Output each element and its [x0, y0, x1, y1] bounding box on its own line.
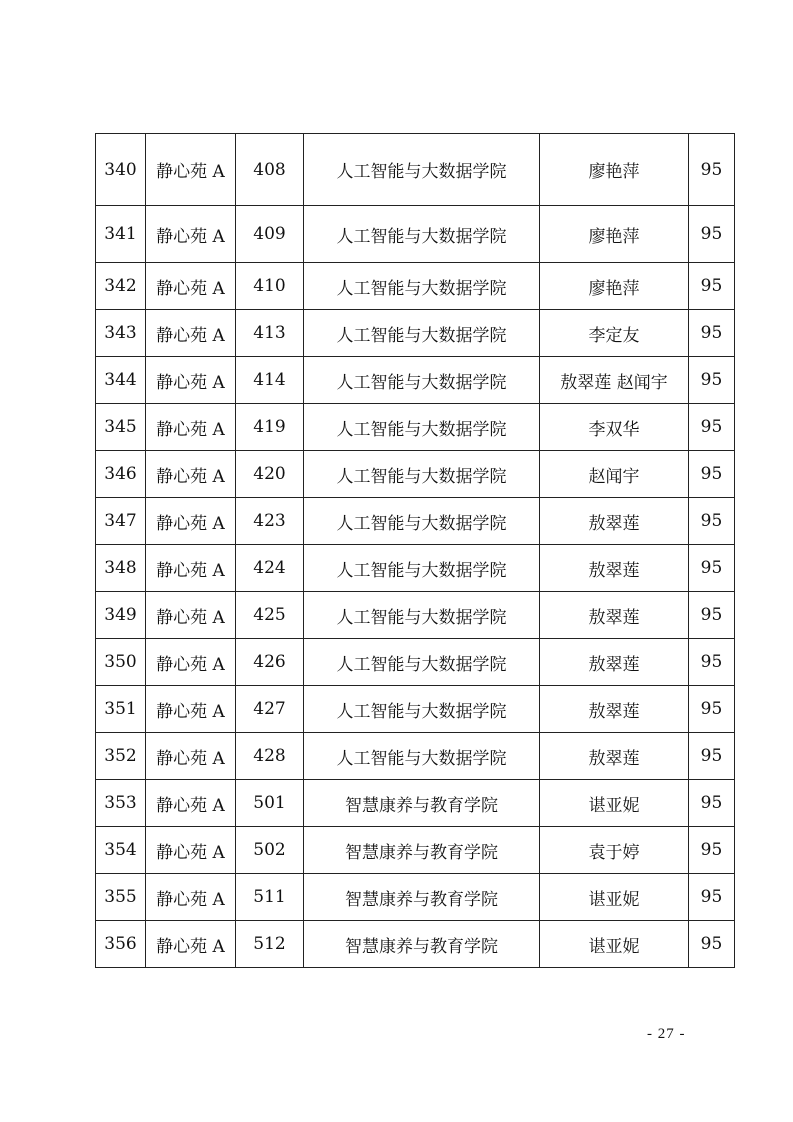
score-cell: 95	[689, 686, 735, 733]
building-cell: 静心苑 A	[146, 874, 236, 921]
building-cell: 静心苑 A	[146, 639, 236, 686]
table-row	[96, 686, 735, 733]
score-cell: 95	[689, 639, 735, 686]
counselor-cell: 廖艳萍	[540, 134, 689, 206]
counselor-cell: 敖翠莲	[540, 733, 689, 780]
row-index-cell: 354	[96, 827, 146, 874]
building-cell: 静心苑 A	[146, 310, 236, 357]
college-cell: 人工智能与大数据学院	[304, 451, 540, 498]
counselor-cell: 敖翠莲	[540, 592, 689, 639]
counselor-cell: 廖艳萍	[540, 263, 689, 310]
building-cell: 静心苑 A	[146, 451, 236, 498]
college-cell: 人工智能与大数据学院	[304, 545, 540, 592]
college-cell: 人工智能与大数据学院	[304, 206, 540, 263]
row-index-cell: 356	[96, 921, 146, 968]
room-number-cell: 512	[236, 921, 304, 968]
table-row	[96, 404, 735, 451]
room-number-cell: 424	[236, 545, 304, 592]
college-cell: 智慧康养与教育学院	[304, 827, 540, 874]
building-cell: 静心苑 A	[146, 404, 236, 451]
college-cell: 人工智能与大数据学院	[304, 733, 540, 780]
table-row	[96, 451, 735, 498]
table-row	[96, 134, 735, 206]
college-cell: 智慧康养与教育学院	[304, 874, 540, 921]
table-row	[96, 206, 735, 263]
room-number-cell: 502	[236, 827, 304, 874]
table-row	[96, 498, 735, 545]
room-number-cell: 414	[236, 357, 304, 404]
score-cell: 95	[689, 592, 735, 639]
counselor-cell: 廖艳萍	[540, 206, 689, 263]
counselor-cell: 敖翠莲	[540, 639, 689, 686]
building-cell: 静心苑 A	[146, 134, 236, 206]
building-cell: 静心苑 A	[146, 206, 236, 263]
college-cell: 人工智能与大数据学院	[304, 686, 540, 733]
building-cell: 静心苑 A	[146, 733, 236, 780]
table-row	[96, 733, 735, 780]
row-index-cell: 348	[96, 545, 146, 592]
table-body	[96, 134, 735, 968]
building-cell: 静心苑 A	[146, 921, 236, 968]
college-cell: 人工智能与大数据学院	[304, 310, 540, 357]
score-cell: 95	[689, 206, 735, 263]
table-row	[96, 780, 735, 827]
room-number-cell: 419	[236, 404, 304, 451]
table-row	[96, 827, 735, 874]
counselor-cell: 敖翠莲 赵闻宇	[540, 357, 689, 404]
building-cell: 静心苑 A	[146, 263, 236, 310]
row-index-cell: 345	[96, 404, 146, 451]
row-index-cell: 350	[96, 639, 146, 686]
dormitory-score-table	[95, 133, 735, 968]
score-cell: 95	[689, 921, 735, 968]
row-index-cell: 342	[96, 263, 146, 310]
room-number-cell: 426	[236, 639, 304, 686]
table-row	[96, 357, 735, 404]
row-index-cell: 355	[96, 874, 146, 921]
room-number-cell: 511	[236, 874, 304, 921]
room-number-cell: 408	[236, 134, 304, 206]
score-cell: 95	[689, 310, 735, 357]
score-cell: 95	[689, 498, 735, 545]
room-number-cell: 501	[236, 780, 304, 827]
page-number: - 27 -	[647, 1026, 686, 1042]
counselor-cell: 谌亚妮	[540, 874, 689, 921]
score-cell: 95	[689, 451, 735, 498]
college-cell: 人工智能与大数据学院	[304, 357, 540, 404]
row-index-cell: 353	[96, 780, 146, 827]
building-cell: 静心苑 A	[146, 498, 236, 545]
room-number-cell: 413	[236, 310, 304, 357]
college-cell: 人工智能与大数据学院	[304, 592, 540, 639]
building-cell: 静心苑 A	[146, 357, 236, 404]
counselor-cell: 袁于婷	[540, 827, 689, 874]
counselor-cell: 赵闻宇	[540, 451, 689, 498]
score-cell: 95	[689, 263, 735, 310]
table-row	[96, 874, 735, 921]
college-cell: 智慧康养与教育学院	[304, 921, 540, 968]
row-index-cell: 340	[96, 134, 146, 206]
score-cell: 95	[689, 357, 735, 404]
row-index-cell: 351	[96, 686, 146, 733]
room-number-cell: 425	[236, 592, 304, 639]
college-cell: 人工智能与大数据学院	[304, 498, 540, 545]
building-cell: 静心苑 A	[146, 686, 236, 733]
building-cell: 静心苑 A	[146, 780, 236, 827]
building-cell: 静心苑 A	[146, 592, 236, 639]
score-cell: 95	[689, 827, 735, 874]
counselor-cell: 李双华	[540, 404, 689, 451]
score-cell: 95	[689, 780, 735, 827]
counselor-cell: 谌亚妮	[540, 921, 689, 968]
table-row	[96, 263, 735, 310]
room-number-cell: 428	[236, 733, 304, 780]
table-row	[96, 639, 735, 686]
counselor-cell: 敖翠莲	[540, 545, 689, 592]
college-cell: 人工智能与大数据学院	[304, 404, 540, 451]
counselor-cell: 敖翠莲	[540, 498, 689, 545]
score-cell: 95	[689, 874, 735, 921]
college-cell: 人工智能与大数据学院	[304, 639, 540, 686]
score-cell: 95	[689, 733, 735, 780]
row-index-cell: 343	[96, 310, 146, 357]
college-cell: 人工智能与大数据学院	[304, 263, 540, 310]
room-number-cell: 423	[236, 498, 304, 545]
room-number-cell: 427	[236, 686, 304, 733]
row-index-cell: 349	[96, 592, 146, 639]
college-cell: 智慧康养与教育学院	[304, 780, 540, 827]
building-cell: 静心苑 A	[146, 545, 236, 592]
counselor-cell: 李定友	[540, 310, 689, 357]
score-cell: 95	[689, 545, 735, 592]
building-cell: 静心苑 A	[146, 827, 236, 874]
table-row	[96, 921, 735, 968]
row-index-cell: 352	[96, 733, 146, 780]
row-index-cell: 347	[96, 498, 146, 545]
room-number-cell: 409	[236, 206, 304, 263]
row-index-cell: 341	[96, 206, 146, 263]
score-cell: 95	[689, 134, 735, 206]
table-row	[96, 592, 735, 639]
room-number-cell: 410	[236, 263, 304, 310]
row-index-cell: 346	[96, 451, 146, 498]
counselor-cell: 谌亚妮	[540, 780, 689, 827]
table-row	[96, 310, 735, 357]
score-cell: 95	[689, 404, 735, 451]
room-number-cell: 420	[236, 451, 304, 498]
row-index-cell: 344	[96, 357, 146, 404]
college-cell: 人工智能与大数据学院	[304, 134, 540, 206]
table-row	[96, 545, 735, 592]
counselor-cell: 敖翠莲	[540, 686, 689, 733]
